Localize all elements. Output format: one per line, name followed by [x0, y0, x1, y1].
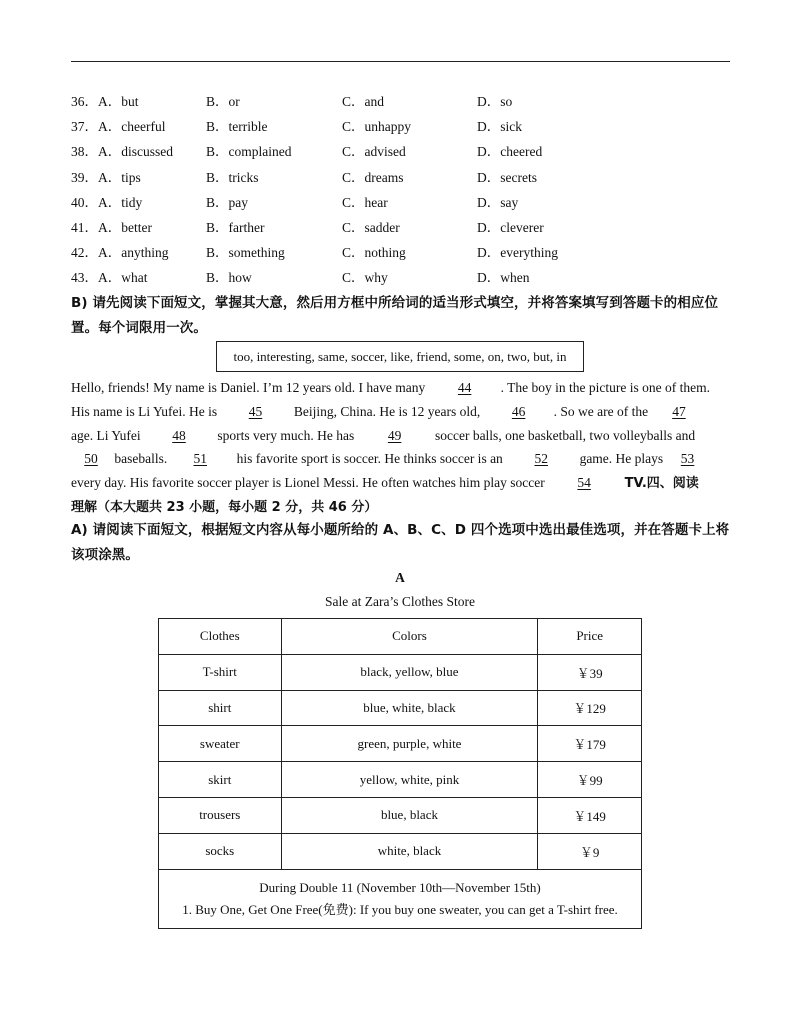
- note-line: 1. Buy One, Get One Free(免费): If you buy one sweater, you can get a T-shirt free.: [182, 901, 618, 917]
- table-row: [159, 654, 642, 690]
- cell-clothes: T-shirt: [159, 654, 282, 690]
- option-d: D．cleverer: [477, 219, 544, 235]
- column-header: Clothes: [159, 619, 282, 655]
- option-b: B．or: [206, 94, 240, 109]
- passage-text: TV.四、阅读: [620, 476, 699, 492]
- question-row: [71, 193, 731, 218]
- question-number-and-option-a: 40．A．tidy: [71, 194, 143, 210]
- instruction-line: A) 请阅读下面短文，根据短文内容从每小题所给的 A、B、C、D 四个选项中选出最佳选项，并在答题卡上将: [71, 522, 730, 538]
- option-d: D．cheered: [477, 144, 543, 160]
- blank-45: 45: [248, 403, 263, 419]
- question-number-and-option-a: 43．A．what: [71, 270, 148, 286]
- blank-44: 44: [457, 380, 472, 395]
- option-d: D．say: [477, 194, 519, 210]
- blank-53: 53: [680, 451, 695, 467]
- passage-line: [71, 400, 733, 424]
- option-c: C．why: [342, 270, 388, 286]
- cell-colors: blue, white, black: [281, 690, 538, 726]
- blank-52: 52: [534, 451, 548, 467]
- option-c: C．unhappy: [342, 119, 411, 135]
- option-c: C．sadder: [342, 219, 400, 235]
- option-b: B．complained: [206, 144, 292, 160]
- header-rule: [71, 61, 730, 62]
- question-number-and-option-a: 42．A．anything: [71, 245, 169, 261]
- cell-colors: blue, black: [281, 797, 538, 833]
- blank-46: 46: [511, 403, 526, 419]
- word-bank-box: [216, 341, 584, 372]
- cell-colors: white, black: [281, 833, 538, 869]
- question-row: [71, 142, 731, 167]
- question-row: [71, 117, 731, 142]
- note-line: During Double 11 (November 10th—November 15th): [259, 879, 541, 895]
- cell-colors: green, purple, white: [281, 726, 538, 762]
- passage-text: game. He plays: [576, 451, 667, 467]
- table-header-row: [159, 619, 642, 655]
- option-c: C．hear: [342, 194, 388, 210]
- sale-table: [158, 618, 642, 929]
- question-number-and-option-a: 37．A．cheerful: [71, 119, 166, 135]
- blank-54: 54: [577, 475, 591, 491]
- option-d: D．when: [477, 270, 530, 286]
- blank-48: 48: [172, 427, 186, 443]
- option-b: B．how: [206, 270, 252, 286]
- option-c: C．nothing: [342, 245, 406, 261]
- table-title: Sale at Zara’s Clothes Store: [325, 594, 475, 609]
- passage-line: [71, 376, 733, 400]
- instruction-line: B) 请先阅读下面短文，掌握其大意，然后用方框中所给词的适当形式填空，并将答案填写到答题卡的相应位: [71, 295, 719, 311]
- blank-49: 49: [387, 427, 402, 443]
- table-row: [159, 726, 642, 762]
- cell-price: ￥179: [538, 726, 642, 762]
- question-row: [71, 92, 731, 117]
- passage-text: Beijing, China. He is 12 years old,: [290, 403, 484, 419]
- cell-colors: black, yellow, blue: [281, 654, 538, 690]
- blank-51: 51: [193, 451, 207, 467]
- question-number-and-option-a: 41．A．better: [71, 219, 152, 235]
- option-b: B．pay: [206, 194, 248, 210]
- option-d: D．so: [477, 94, 513, 109]
- question-row: [71, 218, 731, 243]
- table-row: [159, 762, 642, 798]
- passage-heading: A: [395, 570, 405, 585]
- passage-text: sports very much. He has: [213, 427, 358, 443]
- blank-50: 50: [84, 451, 98, 467]
- section-b-instruction: [71, 291, 733, 341]
- cell-price: ￥99: [538, 762, 642, 798]
- option-c: C．and: [342, 94, 384, 109]
- option-d: D．secrets: [477, 169, 537, 185]
- passage-text: His name is Li Yufei. He is: [71, 403, 221, 419]
- cell-price: ￥39: [538, 654, 642, 690]
- word-bank-text: too, interesting, same, soccer, like, friend, some, on, two, but, in: [233, 348, 567, 364]
- cell-colors: yellow, white, pink: [281, 762, 538, 798]
- option-c: C．advised: [342, 144, 406, 160]
- instruction-line: 该项涂黑。: [71, 547, 139, 563]
- cell-price: ￥149: [538, 797, 642, 833]
- question-number-and-option-a: 39．A．tips: [71, 169, 141, 185]
- cell-clothes: sweater: [159, 726, 282, 762]
- passage-text: baseballs.: [111, 451, 168, 467]
- cell-price: ￥9: [538, 833, 642, 869]
- section-a-instruction: [71, 518, 733, 568]
- passage-text: every day. His favorite soccer player is Lionel Messi. He often watches him play soccer: [71, 475, 549, 491]
- passage-text: his favorite sport is soccer. He thinks soccer is an: [233, 451, 507, 467]
- section-four-title: 理解（本大题共 23 小题，每小题 2 分，共 46 分）: [71, 499, 378, 515]
- option-b: B．something: [206, 245, 285, 261]
- cell-clothes: skirt: [159, 762, 282, 798]
- passage-text: age. Li Yufei: [71, 427, 144, 443]
- passage-line: [71, 447, 733, 471]
- option-d: D．everything: [477, 245, 558, 261]
- cell-clothes: shirt: [159, 690, 282, 726]
- multiple-choice-questions: [71, 92, 731, 294]
- question-number-and-option-a: 36．A．but: [71, 94, 139, 109]
- question-row: [71, 268, 731, 293]
- passage-line: [71, 424, 733, 448]
- passage-line: [71, 471, 733, 496]
- question-row: [71, 243, 731, 268]
- cell-clothes: trousers: [159, 797, 282, 833]
- option-b: B．tricks: [206, 169, 259, 185]
- question-row: [71, 168, 731, 193]
- sale-note: [159, 869, 642, 928]
- passage-text: . So we are of the: [553, 403, 652, 419]
- option-b: B．terrible: [206, 119, 268, 135]
- cell-clothes: socks: [159, 833, 282, 869]
- passage-text: . The boy in the picture is one of them.: [500, 380, 710, 395]
- option-d: D．sick: [477, 119, 522, 135]
- passage-text: Hello, friends! My name is Daniel. I’m 12 years old. I have many: [71, 380, 429, 395]
- instruction-line: 置。每个词限用一次。: [71, 320, 207, 336]
- table-row: [159, 797, 642, 833]
- table-note-row: [159, 869, 642, 928]
- option-b: B．farther: [206, 219, 265, 235]
- cloze-passage: [71, 376, 733, 520]
- column-header: Colors: [281, 619, 538, 655]
- cell-price: ￥129: [538, 690, 642, 726]
- question-number-and-option-a: 38．A．discussed: [71, 144, 173, 160]
- table-row: [159, 690, 642, 726]
- option-c: C．dreams: [342, 169, 404, 185]
- table-row: [159, 833, 642, 869]
- passage-text: soccer balls, one basketball, two volleyballs and: [431, 427, 696, 443]
- column-header: Price: [538, 619, 642, 655]
- blank-47: 47: [672, 403, 686, 419]
